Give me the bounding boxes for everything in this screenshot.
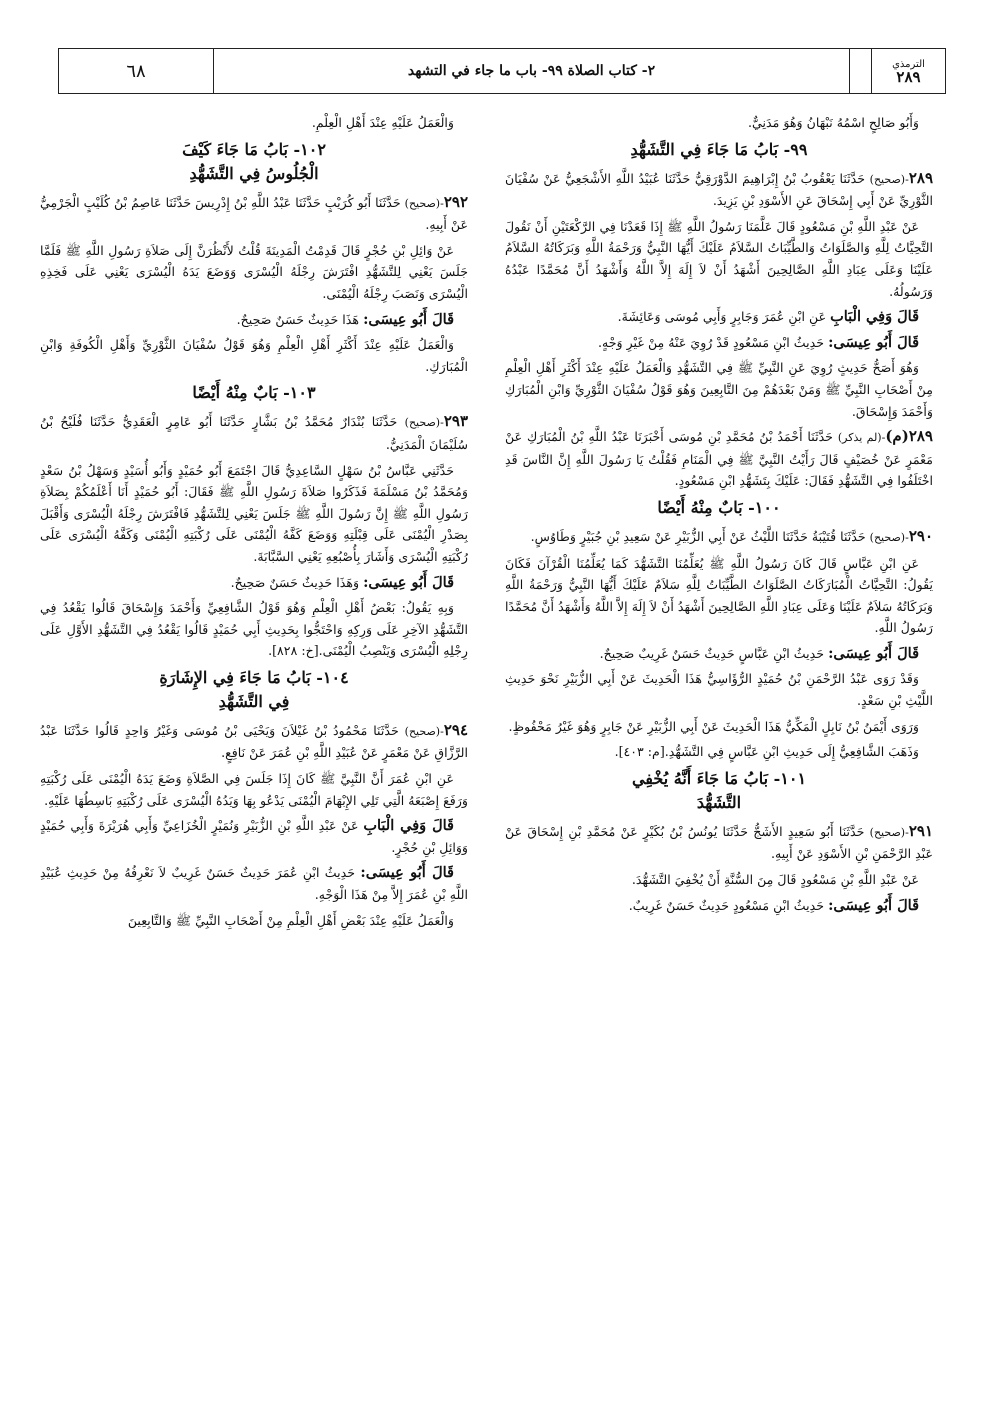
- abu-isa-note: [505, 643, 933, 665]
- commentary: وَالْعَمَلُ عَلَيْهِ عِنْدَ بَعْضِ أَهْلِ الْعِلْمِ مِنْ أَصْحَابِ النَّبِيِّ ﷺ وَالتَّابِعِينَ: [127, 912, 454, 928]
- abu-isa-text: حَدِيثُ ابْنِ مَسْعُودٍ قَدْ رُوِيَ عَنْهُ مِنْ غَيْرِ وَجْهٍ.: [597, 334, 829, 350]
- hadith-isnad: حَدَّثَنَا قُتَيْبَةُ حَدَّثَنَا اللَّيْثُ عَنْ أَبِي الزُّبَيْرِ عَنْ سَعِيدِ بْنِ جُبَيْرٍ وَطَاوُسٍ.: [530, 528, 870, 544]
- hadith-isnad: حَدَّثَنَا يَعْقُوبُ بْنُ إِبْرَاهِيمَ الدَّوْرَقِيُّ حَدَّثَنَا عُبَيْدُ اللَّهِ الأَشْجَعِيُّ عَنْ سُفْيَانَ الثَّوْرِيِّ عَنْ أَبِي إِسْحَاقَ عَنِ الأَسْوَدِ بْنِ يَزِيدَ.: [505, 170, 933, 209]
- hadith-matn: عَنِ ابْنِ عُمَرَ أَنَّ النَّبِيَّ ﷺ كَانَ إِذَا جَلَسَ فِي الصَّلاَةِ وَضَعَ يَدَهُ الْيُمْنَى عَلَى رُكْبَتِهِ وَرَفَعَ إِصْبَعَهُ الَّتِي تَلِي الإِبْهَامَ الْيُمْنَى يَدْعُو بِهَا وَيَدُهُ الْيُسْرَى عَلَى رُكْبَتِهِ بَاسِطُهَا عَلَيْهِ.: [40, 771, 468, 808]
- hadith-number: ٢٩٢: [443, 192, 468, 211]
- heading-line: ١٠٤- بَابُ مَا جَاءَ فِي الإِشَارَةِ: [159, 667, 349, 687]
- abu-isa-label: قَالَ أَبُو عِيسَى:: [828, 644, 919, 662]
- chapter-heading-99: ٩٩- بَابُ مَا جَاءَ فِي التَّشَهُّدِ: [630, 139, 808, 159]
- hadith-isnad: حَدَّثَنَا أَبُو كُرَيْبٍ حَدَّثَنَا عَبْدُ اللَّهِ بْنُ إِدْرِيسَ حَدَّثَنَا عَاصِمُ بْنُ كُلَيْبٍ الْجَرْمِيُّ عَنْ أَبِيهِ.: [40, 194, 468, 233]
- hadith-matn: عَنْ عَبْدِ اللَّهِ بْنِ مَسْعُودٍ قَالَ مِنَ السُّنَّةِ أَنْ يُخْفِيَ التَّشَهُّدَ.: [631, 872, 919, 888]
- hadith-grade: -(صحيح): [404, 724, 444, 738]
- hadith-number: ٢٩٣: [443, 412, 468, 431]
- bab-label: قَالَ وَفِي الْبَابِ: [363, 817, 454, 835]
- hadith-294: [40, 720, 468, 764]
- abu-isa-label: قَالَ أَبُو عِيسَى:: [828, 896, 919, 914]
- abu-isa-note: [505, 332, 933, 354]
- hadith-grade: -(صحيح): [404, 196, 444, 210]
- page-header: [58, 48, 946, 94]
- hadith-grade: -(صحيح): [869, 825, 909, 839]
- book-reference: [871, 49, 945, 93]
- chapter-heading-104: [40, 666, 468, 714]
- intro-line: وَأَبُو صَالِحٍ اسْمُهُ نَبْهَانُ وَهُوَ مَدَنِيٌّ.: [748, 115, 919, 130]
- commentary: وَبِهِ يَقُولُ: بَعْضُ أَهْلِ الْعِلْمِ وَهُوَ قَوْلُ الشَّافِعِيِّ وَأَحْمَدَ وَإِسْحَاقَ قَالُوا يَقْعُدُ فِي التَّشَهُّدِ الآخِرِ عَلَى وَرِكِهِ وَاحْتَجُّوا بِحَدِيثِ أَبِي حُمَيْدٍ قَالُوا يَقْعُدُ فِي التَّشَهُّدِ الأَوَّلِ عَلَى رِجْلِهِ الْيُسْرَى وَيَنْصِبُ الْيُمْنَى.[خ: ٨٢٨].: [40, 600, 468, 659]
- hadith-number: ٢٨٩: [896, 68, 921, 86]
- hadith-number: ٢٨٩(م): [885, 427, 933, 446]
- heading-line: ١٠١- بَابُ مَا جَاءَ أَنَّهُ يُخْفِي: [631, 768, 807, 788]
- abu-isa-text: حَدِيثُ ابْنِ عُمَرَ حَدِيثٌ حَسَنٌ غَرِيبٌ لاَ نَعْرِفُهُ مِنْ حَدِيثِ عُبَيْدِ اللَّهِ بْنِ عُمَرَ إِلاَّ مِنْ هَذَا الْوَجْهِ.: [40, 865, 468, 903]
- abu-isa-note: [40, 862, 468, 905]
- abu-isa-text: هَذَا حَدِيثٌ حَسَنٌ صَحِيحٌ.: [236, 311, 364, 327]
- chapter-heading-103: ١٠٣- بَابٌ مِنْهُ أَيْضًا: [192, 383, 316, 403]
- abu-isa-text: حَدِيثُ ابْنِ عَبَّاسٍ حَدِيثٌ حَسَنٌ غَرِيبٌ صَحِيحٌ.: [599, 645, 829, 661]
- book-name: الترمذي: [892, 59, 925, 70]
- heading-line: التَّشَهُّدَ: [696, 792, 742, 812]
- hadith-number: ٢٨٩: [908, 168, 933, 187]
- hadith-matn: عَنْ وَائِلِ بْنِ حُجْرٍ قَالَ قَدِمْتُ الْمَدِينَةَ قُلْتُ لأَنْظُرَنَّ إِلَى صَلاَةِ رَسُولِ اللَّهِ ﷺ فَلَمَّا جَلَسَ يَعْنِي لِلتَّشَهُّدِ افْتَرَشَ رِجْلَهُ الْيُسْرَى وَوَضَعَ يَدَهُ الْيُسْرَى يَعْنِي عَلَى فَخِذِهِ الْيُسْرَى وَنَصَبَ رِجْلَهُ الْيُمْنَى.: [40, 242, 468, 301]
- chapter-heading-100: ١٠٠- بَابٌ مِنْهُ أَيْضًا: [657, 497, 781, 517]
- hadith-matn: عَنِ ابْنِ عَبَّاسٍ قَالَ كَانَ رَسُولُ اللَّهِ ﷺ يُعَلِّمُنَا التَّشَهُّدَ كَمَا يُعَلِّمُنَا الْقُرْآنَ فَكَانَ يَقُولُ: التَّحِيَّاتُ الْمُبَارَكَاتُ الصَّلَوَاتُ الطَّيِّبَاتُ لِلَّهِ سَلاَمٌ عَلَيْكَ أَيُّهَا النَّبِيُّ وَرَحْمَةُ اللَّهِ وَبَرَكَاتُهُ سَلاَمٌ عَلَيْنَا وَعَلَى عِبَادِ اللَّهِ الصَّالِحِينَ أَشْهَدُ أَنْ لاَ إِلَهَ إِلاَّ اللَّهُ وَأَشْهَدُ أَنَّ مُحَمَّدًا رَسُولُ اللَّهِ.: [505, 555, 933, 636]
- hadith-293: [40, 411, 468, 455]
- hadith-290: [505, 526, 933, 549]
- abu-isa-label: قَالَ أَبُو عِيسَى:: [828, 333, 919, 351]
- abu-isa-note: [40, 309, 468, 331]
- bab-text: عَنِ ابْنِ عُمَرَ وَجَابِرٍ وَأَبِي مُوسَى وَعَائِشَةَ.: [617, 309, 831, 325]
- chapter-heading-101: [505, 767, 933, 815]
- chapter-heading-102: [40, 138, 468, 186]
- hadith-289m: [505, 426, 933, 492]
- hadith-isnad: حَدَّثَنَا بُنْدَارٌ مُحَمَّدُ بْنُ بَشَّارٍ حَدَّثَنَا أَبُو عَامِرٍ الْعَقَدِيُّ حَدَّثَنَا فُلَيْحُ بْنُ سُلَيْمَانَ الْمَدَنِيُّ.: [40, 414, 468, 452]
- bab-label: قَالَ وَفِي الْبَابِ: [830, 308, 919, 326]
- abu-isa-label: قَالَ أَبُو عِيسَى:: [363, 573, 454, 591]
- hadith-289: [505, 168, 933, 212]
- hadith-291: [505, 821, 933, 865]
- bab-note: [505, 306, 933, 328]
- heading-line: ١٠٢- بَابُ مَا جَاءَ كَيْفَ: [182, 139, 326, 159]
- abu-isa-label: قَالَ أَبُو عِيسَى:: [360, 864, 454, 882]
- abu-isa-text: وَهَذَا حَدِيثٌ حَسَنٌ صَحِيحٌ.: [230, 574, 364, 590]
- hadith-matn: حَدَّثَنِي عَبَّاسُ بْنُ سَهْلٍ السَّاعِدِيُّ قَالَ اجْتَمَعَ أَبُو حُمَيْدٍ وَأَبُو أُسَيْدٍ وَسَهْلُ بْنُ سَعْدٍ وَمُحَمَّدُ بْنُ مَسْلَمَةَ فَذَكَرُوا صَلاَةَ رَسُولِ اللَّهِ ﷺ فَقَالَ: أَبُو حُمَيْدٍ أَنَا أَعْلَمُكُمْ بِصَلاَةِ رَسُولِ اللَّهِ ﷺ إِنَّ رَسُولَ اللَّهِ ﷺ جَلَسَ يَعْنِي لِلتَّشَهُّدِ فَافْتَرَشَ رِجْلَهُ الْيُسْرَى وَأَقْبَلَ بِصَدْرِ الْيُمْنَى عَلَى قِبْلَتِهِ وَوَضَعَ كَفَّهُ الْيُمْنَى عَلَى رُكْبَتِهِ الْيُمْنَى وَكَفَّهُ الْيُسْرَى عَلَى رُكْبَتِهِ الْيُسْرَى وَأَشَارَ بِأُصْبُعِهِ يَعْنِي السَّبَّابَةَ.: [40, 462, 468, 564]
- hadith-grade: -(صحيح): [404, 416, 444, 430]
- commentary: وَقَدْ رَوَى عَبْدُ الرَّحْمَنِ بْنُ حُمَيْدٍ الرُّؤَاسِيُّ هَذَا الْحَدِيثَ عَنْ أَبِي الزُّبَيْرِ نَحْوَ حَدِيثِ اللَّيْثِ بْنِ سَعْدٍ.: [505, 671, 933, 709]
- bab-text: عَنْ عَبْدِ اللَّهِ بْنِ الزُّبَيْرِ وَنُمَيْرٍ الْخُزَاعِيِّ وَأَبِي هُرَيْرَةَ وَأَبِي حُمَيْدٍ وَوَائِلِ بْنِ حُجْرٍ.: [40, 818, 468, 855]
- hadith-isnad: حَدَّثَنَا أَبُو سَعِيدٍ الأَشَجُّ حَدَّثَنَا يُونُسُ بْنُ بُكَيْرٍ عَنْ مُحَمَّدِ بْنِ إِسْحَاقَ عَنْ عَبْدِ الرَّحْمَنِ بْنِ الأَسْوَدِ عَنْ أَبِيهِ.: [505, 823, 933, 862]
- hadith-matn: عَنْ عَبْدِ اللَّهِ بْنِ مَسْعُودٍ قَالَ عَلَّمَنَا رَسُولُ اللَّهِ ﷺ إِذَا قَعَدْنَا فِي الرَّكْعَتَيْنِ أَنْ نَقُولَ التَّحِيَّاتُ لِلَّهِ وَالصَّلَوَاتُ وَالطَّيِّبَاتُ السَّلاَمُ عَلَيْكَ أَيُّهَا النَّبِيُّ وَرَحْمَةُ اللَّهِ وَبَرَكَاتُهُ السَّلاَمُ عَلَيْنَا وَعَلَى عِبَادِ اللَّهِ الصَّالِحِينَ أَشْهَدُ أَنْ لاَ إِلَهَ إِلاَّ اللَّهُ وَأَشْهَدُ أَنَّ مُحَمَّدًا عَبْدُهُ وَرَسُولُهُ.: [505, 218, 933, 299]
- bab-note: [40, 815, 468, 858]
- hadith-isnad: حَدَّثَنَا مَحْمُودُ بْنُ غَيْلاَنَ وَيَحْيَى بْنُ مُوسَى وَغَيْرُ وَاحِدٍ قَالُوا حَدَّثَنَا عَبْدُ الرَّزَّاقِ عَنْ مَعْمَرٍ عَنْ عُبَيْدِ اللَّهِ بْنِ عُمَرَ عَنْ نَافِعٍ.: [40, 722, 468, 761]
- hadith-grade: -(صحيح): [869, 530, 909, 544]
- hadith-grade: -(لم يذكر): [837, 431, 886, 445]
- abu-isa-text: حَدِيثُ ابْنِ مَسْعُودٍ حَدِيثٌ حَسَنٌ غَرِيبٌ.: [628, 897, 829, 913]
- header-spacer: [849, 49, 871, 93]
- abu-isa-note: [505, 895, 933, 917]
- commentary: وَالْعَمَلُ عَلَيْهِ عِنْدَ أَكْثَرِ أَهْلِ الْعِلْمِ وَهُوَ قَوْلُ سُفْيَانَ الثَّوْرِيِّ وَأَهْلِ الْكُوفَةِ وَابْنِ الْمُبَارَكِ.: [40, 337, 468, 374]
- hadith-text: حَدَّثَنَا أَحْمَدُ بْنُ مُحَمَّدِ بْنِ مُوسَى أَخْبَرَنَا عَبْدُ اللَّهِ بْنُ الْمُبَارَكِ عَنْ مَعْمَرٍ عَنْ خُصَيْفٍ قَالَ رَأَيْتُ النَّبِيَّ ﷺ فِي الْمَنَامِ فَقُلْتُ يَا رَسُولَ اللَّهِ إِنَّ النَّاسَ قَدِ اخْتَلَفُوا فِي التَّشَهُّدِ فَقَالَ: عَلَيْكَ بِتَشَهُّدِ ابْنِ مَسْعُودٍ.: [505, 429, 933, 489]
- chapter-title: ٢- كتاب الصلاة ٩٩- باب ما جاء في التشهد: [213, 49, 849, 93]
- commentary: وَهُوَ أَصَحُّ حَدِيثٍ رُوِيَ عَنِ النَّبِيِّ ﷺ فِي التَّشَهُّدِ وَالْعَمَلُ عَلَيْهِ عِنْدَ أَكْثَرِ أَهْلِ الْعِلْمِ مِنْ أَصْحَابِ النَّبِيِّ ﷺ وَمَنْ بَعْدَهُمْ مِنَ التَّابِعِينَ وَهُوَ قَوْلُ سُفْيَانَ الثَّوْرِيِّ وَابْنِ الْمُبَارَكِ وَأَحْمَدَ وَإِسْحَاقَ.: [505, 360, 933, 419]
- intro-line: وَالْعَمَلُ عَلَيْهِ عِنْدَ أَهْلِ الْعِلْمِ.: [311, 115, 454, 130]
- left-column: [40, 112, 468, 1272]
- commentary: وَرَوَى أَيْمَنُ بْنُ نَابِلٍ الْمَكِّيُّ هَذَا الْحَدِيثَ عَنْ أَبِي الزُّبَيْرِ عَنْ جَابِرٍ وَهُوَ غَيْرُ مَحْفُوظٍ.: [508, 718, 919, 734]
- hadith-grade: -(صحيح): [869, 172, 909, 186]
- right-column: [505, 112, 933, 1272]
- heading-line: فِي التَّشَهُّدِ: [218, 691, 290, 711]
- hadith-292: [40, 192, 468, 236]
- page-number: ٦٨: [126, 60, 146, 82]
- hadith-number: ٢٩١: [908, 821, 933, 840]
- hadith-number: ٢٩٤: [443, 720, 468, 739]
- commentary: وَذَهَبَ الشَّافِعِيُّ إِلَى حَدِيثِ ابْنِ عَبَّاسٍ فِي التَّشَهُّدِ.[م: ٤٠٣].: [614, 744, 919, 760]
- abu-isa-note: [40, 572, 468, 594]
- heading-line: الْجُلُوسُ فِي التَّشَهُّدِ: [189, 163, 319, 183]
- hadith-number: ٢٩٠: [908, 526, 933, 545]
- abu-isa-label: قَالَ أَبُو عِيسَى:: [363, 310, 454, 328]
